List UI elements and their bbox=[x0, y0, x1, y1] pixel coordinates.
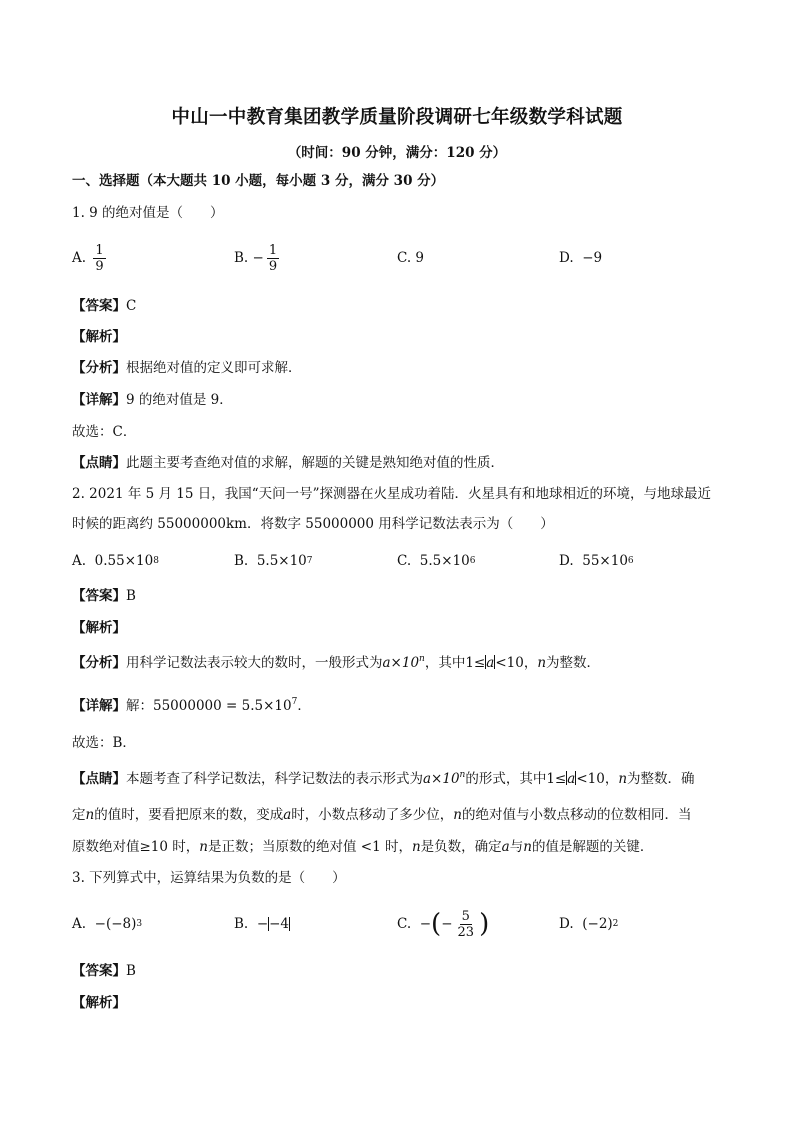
q1-analysis-heading: 【解析】 bbox=[72, 329, 126, 345]
fraction: $\frac{1}{9}$ bbox=[268, 242, 278, 274]
q1-stem: 1. 9 的绝对值是（ ） bbox=[72, 205, 224, 221]
q3-analysis-heading: 【解析】 bbox=[72, 995, 126, 1011]
q2-analysis-heading: 【解析】 bbox=[72, 620, 126, 636]
q2-option-a: A. 0.55×10 8 bbox=[72, 553, 159, 569]
q3-stem: 3. 下列算式中，运算结果为负数的是（ ） bbox=[72, 870, 346, 886]
exam-info: （时间：90 分钟，满分：120 分） bbox=[287, 145, 507, 161]
q2-option-b: B. 5.5×10 7 bbox=[234, 553, 313, 569]
q1-fenxi: 【分析】根据绝对值的定义即可求解． bbox=[72, 360, 302, 376]
q2-options bbox=[72, 541, 722, 581]
q2-dianjing-line2: 定n的值时，要看把原来的数，变成a时，小数点移动了多少位，n的绝对值与小数点移动的位数相同．当 bbox=[72, 807, 692, 823]
q3-option-a: A. −(−8) 3 bbox=[72, 916, 143, 932]
q1-options bbox=[72, 238, 722, 278]
q3-option-d: D. (−2) 2 bbox=[559, 916, 619, 932]
q2-stem-line2: 时候的距离约 55000000km．将数字 55000000 用科学记数法表示为（ ） bbox=[72, 516, 554, 532]
q3-answer: 【答案】B bbox=[72, 963, 136, 979]
section-heading: 一、选择题（本大题共 10 小题，每小题 3 分，满分 30 分） bbox=[72, 173, 445, 189]
q2-xiangjie: 【详解】解：$55000000 = 5.5\times 10^7$． bbox=[72, 697, 311, 714]
fraction: $\frac{5}{23}$ bbox=[457, 908, 475, 940]
q2-dianjing-line1: 【点睛】本题考查了科学记数法，科学记数法的表示形式为$a\times 10^n$的形式，其中1≤a<10，n为整数．确 bbox=[72, 770, 695, 787]
q3-option-b: B. − −4 bbox=[234, 916, 290, 932]
page-title: 中山一中教育集团教学质量阶段调研七年级数学科试题 bbox=[171, 107, 623, 128]
q2-dianjing-line3: 原数绝对值≥10 时，n是正数；当原数的绝对值 <1 时，n是负数，确定a与n的值是解题的关键． bbox=[72, 839, 654, 855]
q2-option-c: C. 5.5×10 6 bbox=[397, 553, 476, 569]
q2-answer: 【答案】B bbox=[72, 588, 136, 604]
q2-option-d: D. 55×10 6 bbox=[559, 553, 634, 569]
q3-option-c: C. − ( − $\frac{5}{23}$ ) bbox=[397, 908, 490, 940]
q1-option-c: C. 9 bbox=[397, 250, 425, 266]
q1-answer: 【答案】C bbox=[72, 298, 137, 314]
q2-stem-line1: 2. 2021 年 5 月 15 日，我国“天问一号”探测器在火星成功着陆．火星具有和地球相近的环境，与地球最近 bbox=[72, 486, 712, 502]
q1-dianjing: 【点睛】此题主要考查绝对值的求解，解题的关键是熟知绝对值的性质． bbox=[72, 455, 504, 471]
q1-option-b: B. − $\frac{1}{9}$ bbox=[234, 242, 278, 274]
q1-option-a: A. $\frac{1}{9}$ bbox=[72, 242, 104, 274]
fraction: $\frac{1}{9}$ bbox=[95, 242, 104, 274]
q1-option-d: D. −9 bbox=[559, 250, 603, 266]
q3-options bbox=[72, 904, 722, 944]
q1-guxuan: 故选：C． bbox=[72, 424, 137, 440]
q1-xiangjie: 【详解】9 的绝对值是 9． bbox=[72, 392, 233, 408]
q2-guxuan: 故选：B． bbox=[72, 735, 136, 751]
q2-fenxi: 【分析】用科学记数法表示较大的数时，一般形式为$a\times 10^n$，其中1≤a<10，n为整数． bbox=[72, 654, 601, 671]
